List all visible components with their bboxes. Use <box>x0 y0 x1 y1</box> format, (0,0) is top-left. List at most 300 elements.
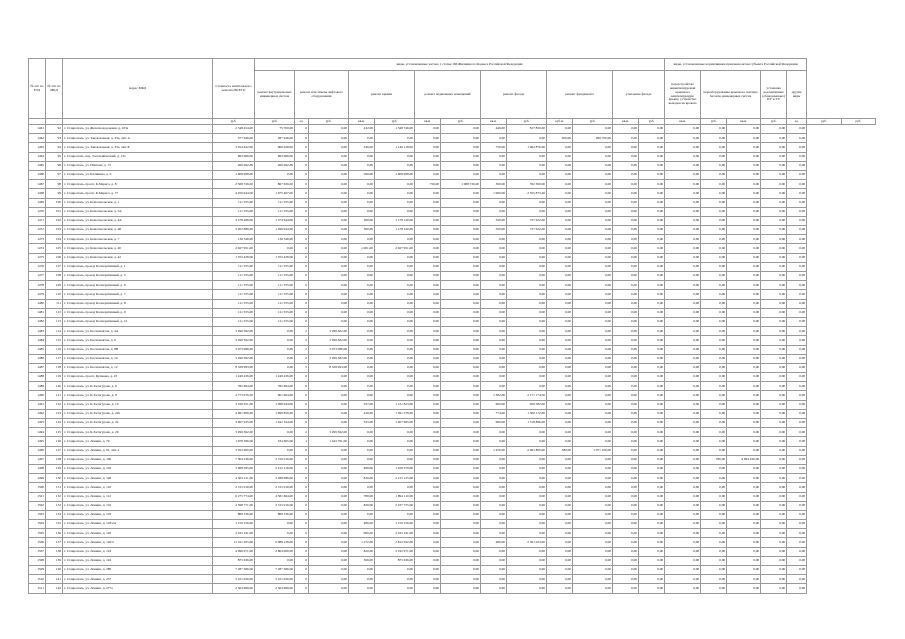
cell-fac: 2 061 800,00 <box>507 446 547 455</box>
cell-oth: 0,00 <box>787 529 807 538</box>
cell-pit: 0,00 <box>727 244 761 253</box>
cell-ins: 0,00 <box>639 566 665 575</box>
cell-m: 109 <box>46 281 63 290</box>
cell-drn: 0,00 <box>665 170 701 179</box>
cell-base_a: 0,00 <box>415 125 441 134</box>
cell-elev_u: 0 <box>295 446 309 455</box>
cell-pit: 0,00 <box>727 180 761 189</box>
cell-total: 111 555,00 <box>213 281 255 290</box>
cell-m: 108 <box>46 272 63 281</box>
cell-pit: 0,00 <box>727 492 761 501</box>
cell-fnd: 0,00 <box>573 161 613 170</box>
cell-met: 0,00 <box>761 299 787 308</box>
cell-elev: 0,00 <box>309 235 349 244</box>
table-row <box>29 584 876 593</box>
cell-m: 114 <box>46 327 63 336</box>
table-row <box>29 510 876 519</box>
cell-n: 1469 <box>29 198 46 207</box>
cell-n: 1493 <box>29 419 46 428</box>
cell-base_a: 0,00 <box>415 345 441 354</box>
cell-met: 0,00 <box>761 308 787 317</box>
cell-roof: 1 121 823,00 <box>375 400 415 409</box>
cell-addr: г. Ставрополь, ул. Комсомольская, д. 40 <box>63 244 213 253</box>
cell-fac: 0,00 <box>507 253 547 262</box>
cell-ins: 0,00 <box>639 317 665 326</box>
cell-pit: 0,00 <box>727 446 761 455</box>
cell-met: 0,00 <box>761 419 787 428</box>
cell-roof_a: 0,00 <box>349 299 375 308</box>
cell-fac_a: 0,00 <box>481 161 507 170</box>
cell-fnd: 0,00 <box>573 547 613 556</box>
cell-pit: 0,00 <box>727 226 761 235</box>
cell-roof_a: 0,00 <box>349 382 375 391</box>
cell-roof_a: 0,00 <box>349 134 375 143</box>
cell-elev_u: 0 <box>295 198 309 207</box>
cell-met: 0,00 <box>761 170 787 179</box>
cell-fac: 0,00 <box>507 529 547 538</box>
unit-cell: кв.м. <box>481 119 507 125</box>
cell-m: 119 <box>46 373 63 382</box>
cell-pit: 0,00 <box>727 428 761 437</box>
cell-pit: 0,00 <box>727 464 761 473</box>
cell-eng: 1 098 944,00 <box>255 400 295 409</box>
cell-fac: 0,00 <box>507 373 547 382</box>
cell-pit_a: 0,00 <box>701 207 727 216</box>
table-row <box>29 189 876 198</box>
cell-pit: 0,00 <box>727 290 761 299</box>
cell-m: 98 <box>46 180 63 189</box>
cell-ins_a: 0,00 <box>613 584 639 593</box>
cell-ins: 0,00 <box>639 419 665 428</box>
cell-pit_a: 0,00 <box>701 354 727 363</box>
cell-total: 3 299 362,00 <box>213 336 255 345</box>
cell-oth: 0,00 <box>787 373 807 382</box>
header-facade: ремонт фасада <box>481 71 547 119</box>
cell-oth: 0,00 <box>787 299 807 308</box>
cell-fac_a: 320,00 <box>481 216 507 225</box>
cell-fnd_a: 0,00 <box>547 501 573 510</box>
cell-m: 141 <box>46 575 63 584</box>
cell-met: 0,00 <box>761 207 787 216</box>
cell-eng: 2 504 699,00 <box>255 584 295 593</box>
table-row <box>29 235 876 244</box>
cell-elev: 0,00 <box>309 143 349 152</box>
cell-roof: 1 391 578,00 <box>375 409 415 418</box>
cell-m: 123 <box>46 409 63 418</box>
cell-roof: 0,00 <box>375 483 415 492</box>
cell-fac: 0,00 <box>507 244 547 253</box>
cell-fac_a: 0,00 <box>481 483 507 492</box>
cell-elev_u: 0 <box>295 317 309 326</box>
cell-fnd_a: 0,00 <box>547 409 573 418</box>
cell-roof: 0,00 <box>375 345 415 354</box>
cell-addr: г. Ставрополь, ул. Ленина, д. 122 <box>63 547 213 556</box>
cell-base: 0,00 <box>441 308 481 317</box>
cell-pit_a: 0,00 <box>701 538 727 547</box>
cell-ins: 0,00 <box>639 226 665 235</box>
cell-ins_a: 0,00 <box>613 198 639 207</box>
cell-eng: 782 664,00 <box>255 382 295 391</box>
cell-met: 0,00 <box>761 382 787 391</box>
cell-fac_a: 446,00 <box>481 125 507 134</box>
cell-elev_u: 0 <box>295 492 309 501</box>
cell-roof_a: 0,00 <box>349 290 375 299</box>
cell-n: 1502 <box>29 501 46 510</box>
cell-fnd: 0,00 <box>573 198 613 207</box>
cell-ins: 0,00 <box>639 501 665 510</box>
table-row <box>29 272 876 281</box>
cell-base: 0,00 <box>441 510 481 519</box>
cell-fnd: 0,00 <box>573 455 613 464</box>
cell-roof: 0,00 <box>375 308 415 317</box>
cell-pit_a: 0,00 <box>701 281 727 290</box>
cell-fac_a: 480,00 <box>481 538 507 547</box>
cell-oth: 0,00 <box>787 538 807 547</box>
cell-base: 0,00 <box>441 253 481 262</box>
cell-total: 3 169 351,00 <box>213 400 255 409</box>
cell-elev_u: 0 <box>295 538 309 547</box>
cell-ins_a: 0,00 <box>613 428 639 437</box>
cell-n: 1510 <box>29 575 46 584</box>
cell-base_a: 0,00 <box>415 455 441 464</box>
cell-pit: 0,00 <box>727 317 761 326</box>
header-group-regional: виды, установленные нормативным правовым актом субъекта Российской Федерации <box>665 59 807 71</box>
cell-fnd: 0,00 <box>573 419 613 428</box>
cell-pit: 0,00 <box>727 566 761 575</box>
cell-ins: 0,00 <box>639 281 665 290</box>
cell-elev_u: 2 <box>295 354 309 363</box>
cell-ins_a: 0,00 <box>613 566 639 575</box>
cell-fac_a: 1 900,00 <box>481 189 507 198</box>
cell-drn: 0,00 <box>665 409 701 418</box>
cell-ins: 0,00 <box>639 575 665 584</box>
cell-pit_a: 0,00 <box>701 198 727 207</box>
cell-elev: 0,00 <box>309 566 349 575</box>
cell-n: 1505 <box>29 529 46 538</box>
cell-elev_u: 0 <box>295 373 309 382</box>
cell-m: 111 <box>46 299 63 308</box>
cell-pit_a: 0,00 <box>701 556 727 565</box>
cell-elev: 0,00 <box>309 446 349 455</box>
cell-fnd: 0,00 <box>573 125 613 134</box>
cell-fac_a: 0,00 <box>481 492 507 501</box>
cell-pit_a: 0,00 <box>701 336 727 345</box>
cell-pit_a: 0,00 <box>701 125 727 134</box>
cell-pit: 0,00 <box>727 538 761 547</box>
cell-fac_a: 300,00 <box>481 180 507 189</box>
cell-m: 131 <box>46 483 63 492</box>
cell-elev: 0,00 <box>309 419 349 428</box>
cell-fnd_a: 0,00 <box>547 198 573 207</box>
cell-roof_a: 486,00 <box>349 464 375 473</box>
cell-base: 0,00 <box>441 520 481 529</box>
cell-pit: 0,00 <box>727 161 761 170</box>
cell-oth: 0,00 <box>787 520 807 529</box>
cell-addr: г. Ставрополь, проезд Кооперативный, д. 12 <box>63 317 213 326</box>
cell-roof: 1 456 379,00 <box>375 464 415 473</box>
cell-pit: 0,00 <box>727 409 761 418</box>
cell-n: 1509 <box>29 566 46 575</box>
cell-m: 121 <box>46 391 63 400</box>
cell-met: 0,00 <box>761 446 787 455</box>
cell-pit: 0,00 <box>727 336 761 345</box>
cell-base_a: 0,00 <box>415 363 441 372</box>
cell-pit_a: 0,00 <box>701 575 727 584</box>
cell-roof: 0,00 <box>375 575 415 584</box>
cell-total: 3 202 686,00 <box>213 226 255 235</box>
cell-drn: 0,00 <box>665 520 701 529</box>
cell-addr: г. Ставрополь, ул. Ленина, д. 79 <box>63 437 213 446</box>
table-row <box>29 281 876 290</box>
cell-n: 1462 <box>29 134 46 143</box>
cell-fnd: 0,00 <box>573 299 613 308</box>
cell-oth: 0,00 <box>787 437 807 446</box>
cell-pit: 0,00 <box>727 143 761 152</box>
cell-oth: 0,00 <box>787 143 807 152</box>
cell-ins: 0,00 <box>639 382 665 391</box>
cell-m: 112 <box>46 308 63 317</box>
cell-total: 1 978 396,00 <box>213 437 255 446</box>
cell-elev: 0,00 <box>309 464 349 473</box>
cell-roof_a: 0,00 <box>349 363 375 372</box>
cell-n: 1478 <box>29 281 46 290</box>
header-num-mkd: № п/п по МКД <box>46 59 63 119</box>
cell-roof: 0,00 <box>375 198 415 207</box>
cell-total: 2 927 951,00 <box>213 244 255 253</box>
cell-total: 5 101 026,00 <box>213 575 255 584</box>
cell-total: 111 555,00 <box>213 308 255 317</box>
cell-oth: 0,00 <box>787 226 807 235</box>
cell-fac: 0,00 <box>507 290 547 299</box>
cell-met: 0,00 <box>761 529 787 538</box>
cell-fnd: 0,00 <box>573 400 613 409</box>
cell-elev: 3 299 362,00 <box>309 327 349 336</box>
table-row <box>29 483 876 492</box>
cell-total: 111 555,00 <box>213 299 255 308</box>
cell-base_a: 0,00 <box>415 226 441 235</box>
cell-ins_a: 0,00 <box>613 226 639 235</box>
cell-total: 7 304 236,00 <box>213 455 255 464</box>
cell-addr: г. Ставрополь, просп. Кулакова, д. 23 <box>63 373 213 382</box>
cell-ins_a: 0,00 <box>613 125 639 134</box>
table-row <box>29 391 876 400</box>
cell-pit_a: 0,00 <box>701 510 727 519</box>
cell-met: 0,00 <box>761 180 787 189</box>
cell-elev_u: 0 <box>295 391 309 400</box>
cell-addr: г. Ставрополь, ул. Завокзальная, д. 33а, лит. А <box>63 134 213 143</box>
cell-m: 104 <box>46 235 63 244</box>
cell-base_a: 0,00 <box>415 253 441 262</box>
cell-fnd_a: 0,00 <box>547 244 573 253</box>
cell-pit_a: 0,00 <box>701 327 727 336</box>
cell-oth: 0,00 <box>787 216 807 225</box>
cell-m: 134 <box>46 510 63 519</box>
cell-n: 1498 <box>29 464 46 473</box>
cell-m: 137 <box>46 538 63 547</box>
unit-cell: кв.м. <box>665 119 701 125</box>
cell-fac: 0,00 <box>507 345 547 354</box>
cell-elev_u: 0 <box>295 216 309 225</box>
cell-fac: 727 622,00 <box>507 226 547 235</box>
cell-fac: 0,00 <box>507 584 547 593</box>
cell-n: 1473 <box>29 235 46 244</box>
cell-elev_u: 0 <box>295 547 309 556</box>
cell-roof: 0,00 <box>375 180 415 189</box>
cell-roof: 0,00 <box>375 152 415 161</box>
cell-fac_a: 0,00 <box>481 336 507 345</box>
cell-drn: 0,00 <box>665 464 701 473</box>
cell-addr: г. Ставрополь, ул. Железнодорожная, д. 103а <box>63 125 213 134</box>
repair-table <box>28 58 876 594</box>
cell-fac_a: 0,00 <box>481 529 507 538</box>
cell-total: 4 250 944,00 <box>213 189 255 198</box>
cell-pit_a: 0,00 <box>701 244 727 253</box>
table-row <box>29 170 876 179</box>
cell-ins: 0,00 <box>639 299 665 308</box>
cell-fnd: 0,00 <box>573 143 613 152</box>
cell-total: 8 328 993,00 <box>213 363 255 372</box>
cell-ins: 0,00 <box>639 189 665 198</box>
cell-roof: 0,00 <box>375 281 415 290</box>
cell-n: 1476 <box>29 262 46 271</box>
cell-base: 0,00 <box>441 363 481 372</box>
cell-roof_a: 960,00 <box>349 529 375 538</box>
cell-ins_a: 0,00 <box>613 216 639 225</box>
cell-ins_a: 0,00 <box>613 336 639 345</box>
cell-roof_a: 0,00 <box>349 345 375 354</box>
cell-base: 0,00 <box>441 492 481 501</box>
cell-n: 1480 <box>29 299 46 308</box>
cell-pit_a: 0,00 <box>701 529 727 538</box>
cell-roof: 1 894 110,00 <box>375 492 415 501</box>
cell-ins: 0,00 <box>639 373 665 382</box>
cell-ins_a: 0,00 <box>613 373 639 382</box>
cell-eng: 601 904,00 <box>255 391 295 400</box>
header-address: Адрес МКД <box>63 59 213 119</box>
cell-eng: 0,00 <box>255 529 295 538</box>
header-total: Стоимость капитального ремонта ВСЕГО <box>213 59 255 119</box>
cell-elev_u: 0 <box>295 272 309 281</box>
cell-base_a: 0,00 <box>415 189 441 198</box>
table-row <box>29 317 876 326</box>
cell-m: 118 <box>46 363 63 372</box>
cell-oth: 0,00 <box>787 464 807 473</box>
cell-addr: г. Ставрополь, ул. Космонавтов, д. 12 <box>63 363 213 372</box>
cell-roof: 875 636,00 <box>375 556 415 565</box>
cell-pit_a: 0,00 <box>701 272 727 281</box>
cell-pit_a: 0,00 <box>701 391 727 400</box>
cell-base: 0,00 <box>441 446 481 455</box>
cell-fnd: 0,00 <box>573 520 613 529</box>
cell-roof_a: 0,00 <box>349 327 375 336</box>
table-row <box>29 419 876 428</box>
cell-m: 124 <box>46 419 63 428</box>
cell-fac_a: 0,00 <box>481 437 507 446</box>
cell-eng: 260 292,00 <box>255 161 295 170</box>
unit-cell: кв.м. <box>727 119 761 125</box>
cell-pit: 0,00 <box>727 474 761 483</box>
cell-met: 0,00 <box>761 584 787 593</box>
cell-fnd_a: 0,00 <box>547 400 573 409</box>
cell-fnd_a: 0,00 <box>547 556 573 565</box>
cell-fnd_a: 0,00 <box>547 529 573 538</box>
cell-fnd: 0,00 <box>573 437 613 446</box>
cell-drn: 0,00 <box>665 143 701 152</box>
cell-elev_u: 0 <box>295 474 309 483</box>
header-basement: ремонт подвальных помещений <box>415 71 481 119</box>
cell-n: 1506 <box>29 538 46 547</box>
cell-elev_u: 0 <box>295 189 309 198</box>
cell-addr: г. Ставрополь, ул. К.Хетагурова, д. 8 <box>63 391 213 400</box>
cell-ins_a: 0,00 <box>613 345 639 354</box>
cell-ins: 0,00 <box>639 584 665 593</box>
cell-pit: 0,00 <box>727 134 761 143</box>
cell-fac: 0,00 <box>507 198 547 207</box>
cell-roof: 1 608 068,00 <box>375 170 415 179</box>
cell-elev: 0,00 <box>309 538 349 547</box>
unit-cell: руб. <box>507 119 547 125</box>
cell-fac_a: 0,00 <box>481 253 507 262</box>
cell-ins: 0,00 <box>639 216 665 225</box>
cell-drn: 0,00 <box>665 510 701 519</box>
cell-elev_u: 0 <box>295 207 309 216</box>
cell-total: 3 073 086,00 <box>213 345 255 354</box>
cell-n: 1504 <box>29 520 46 529</box>
cell-addr: г. Ставрополь, ул. Космонавтов, д. 8В <box>63 345 213 354</box>
cell-base_a: 0,00 <box>415 566 441 575</box>
cell-n: 1503 <box>29 510 46 519</box>
unit-cell: руб. <box>573 119 613 125</box>
table-row <box>29 354 876 363</box>
cell-ins: 0,00 <box>639 345 665 354</box>
cell-total: 111 555,00 <box>213 262 255 271</box>
cell-roof: 0,00 <box>375 336 415 345</box>
cell-elev_u: 0 <box>295 520 309 529</box>
cell-fnd: 289 700,00 <box>573 134 613 143</box>
cell-n: 1479 <box>29 290 46 299</box>
cell-ins_a: 0,00 <box>613 299 639 308</box>
cell-pit_a: 0,00 <box>701 143 727 152</box>
cell-ins_a: 0,00 <box>613 317 639 326</box>
cell-m: 138 <box>46 547 63 556</box>
cell-fac_a: 0,00 <box>481 363 507 372</box>
cell-ins: 0,00 <box>639 125 665 134</box>
cell-ins: 0,00 <box>639 529 665 538</box>
cell-roof: 0,00 <box>375 566 415 575</box>
cell-eng: 0,00 <box>255 170 295 179</box>
cell-pit_a: 0,00 <box>701 492 727 501</box>
cell-ins: 0,00 <box>639 180 665 189</box>
cell-elev: 3 299 362,00 <box>309 336 349 345</box>
cell-fnd_a: 300,00 <box>547 134 573 143</box>
cell-fac: 0,00 <box>507 556 547 565</box>
cell-fac_a: 750,00 <box>481 143 507 152</box>
cell-oth: 0,00 <box>787 455 807 464</box>
cell-ins_a: 0,00 <box>613 308 639 317</box>
cell-ins_a: 0,00 <box>613 464 639 473</box>
cell-roof_a: 1 001,00 <box>349 244 375 253</box>
cell-base: 0,00 <box>441 134 481 143</box>
cell-fnd_a: 0,00 <box>547 253 573 262</box>
cell-pit: 0,00 <box>727 363 761 372</box>
cell-fnd: 0,00 <box>573 253 613 262</box>
cell-addr: г. Ставрополь, ул. К.Хетагурова, д. 6 <box>63 382 213 391</box>
cell-elev: 0,00 <box>309 299 349 308</box>
cell-m: 92 <box>46 125 63 134</box>
cell-roof_a: 0,00 <box>349 161 375 170</box>
cell-n: 1467 <box>29 180 46 189</box>
cell-ins: 0,00 <box>639 244 665 253</box>
